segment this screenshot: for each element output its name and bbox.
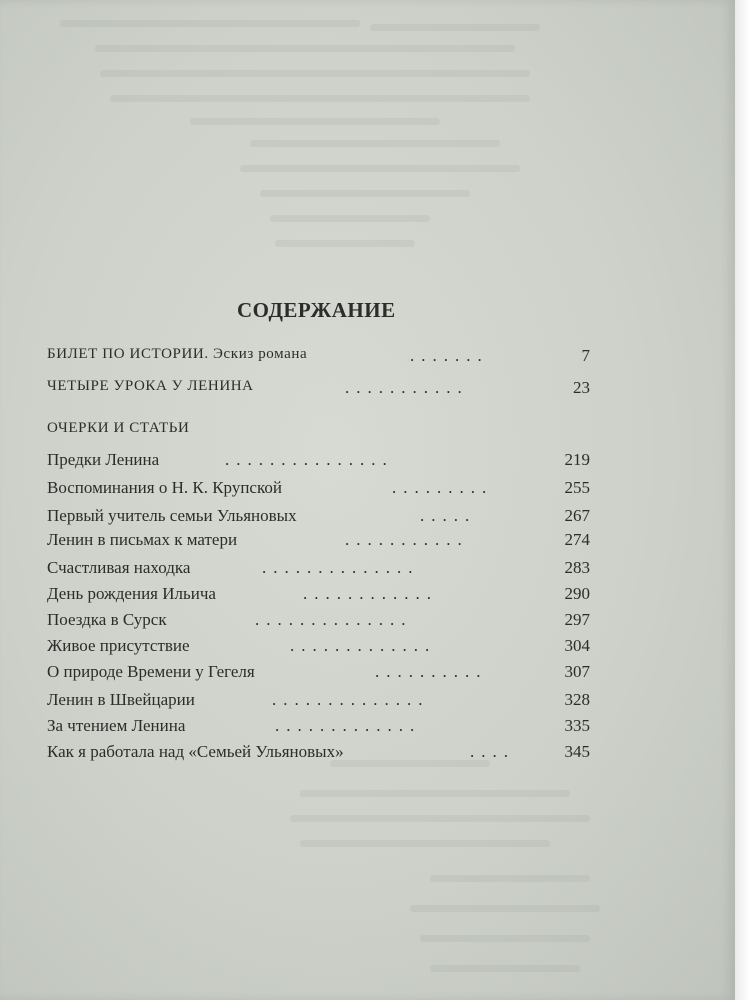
toc-entry-page: 255 bbox=[564, 478, 590, 497]
leader-dots: ......... bbox=[392, 478, 494, 497]
toc-entry bbox=[0, 378, 735, 402]
toc-entry-page: 304 bbox=[564, 636, 590, 655]
leader-dots: ..... bbox=[420, 506, 477, 525]
show-through-line bbox=[95, 45, 515, 52]
leader-dots: ........... bbox=[345, 530, 469, 549]
show-through-line bbox=[410, 905, 600, 912]
toc-entry-title: Ленин в письмах к матери bbox=[47, 530, 238, 549]
leader-dots: .... bbox=[470, 742, 515, 761]
toc-entry-page: 267 bbox=[564, 506, 590, 525]
toc-entry-page: 283 bbox=[564, 558, 590, 577]
show-through-line bbox=[190, 118, 440, 125]
toc-entry bbox=[0, 716, 735, 740]
show-through-line bbox=[250, 140, 500, 147]
toc-entry-page: 23 bbox=[573, 378, 590, 397]
toc-entry-title: Счастливая находка bbox=[47, 558, 191, 577]
show-through-line bbox=[270, 215, 430, 222]
show-through-line bbox=[60, 20, 360, 27]
toc-entry-page: 219 bbox=[564, 450, 590, 469]
toc-entry-title: Поездка в Сурск bbox=[47, 610, 167, 629]
toc-entry-page: 328 bbox=[564, 690, 590, 709]
toc-entry bbox=[0, 530, 735, 554]
toc-entry-title: День рождения Ильича bbox=[47, 584, 216, 603]
toc-entry bbox=[0, 690, 735, 714]
page-edge bbox=[735, 0, 750, 1000]
show-through-line bbox=[100, 70, 530, 77]
leader-dots: .............. bbox=[272, 690, 430, 709]
leader-dots: ............... bbox=[225, 450, 394, 469]
toc-entry bbox=[0, 558, 735, 582]
leader-dots: ............ bbox=[303, 584, 438, 603]
show-through-line bbox=[275, 240, 415, 247]
leader-dots: ....... bbox=[410, 346, 489, 365]
toc-entry-page: 274 bbox=[564, 530, 590, 549]
toc-entry-page: 307 bbox=[564, 662, 590, 681]
toc-entry-title: За чтением Ленина bbox=[47, 716, 186, 735]
toc-entry bbox=[0, 662, 735, 686]
show-through-line bbox=[430, 965, 580, 972]
show-through-line bbox=[110, 95, 530, 102]
toc-entry-title: Первый учитель семьи Ульяновых bbox=[47, 506, 297, 525]
leader-dots: ............. bbox=[275, 716, 422, 735]
toc-entry bbox=[0, 742, 735, 766]
toc-entry-title: ЧЕТЫРЕ УРОКА У ЛЕНИНА bbox=[47, 378, 254, 394]
toc-entry bbox=[0, 450, 735, 474]
show-through-line bbox=[370, 24, 540, 31]
toc-entry-title: ОЧЕРКИ И СТАТЬИ bbox=[47, 420, 190, 436]
toc-entry-page: 297 bbox=[564, 610, 590, 629]
toc-entry bbox=[0, 584, 735, 608]
toc-entry bbox=[0, 506, 735, 530]
toc-entry-page: 335 bbox=[564, 716, 590, 735]
toc-section-heading bbox=[0, 420, 735, 444]
show-through-line bbox=[260, 190, 470, 197]
toc-entry bbox=[0, 346, 735, 370]
show-through-line bbox=[430, 875, 590, 882]
toc-entry-title: Воспоминания о Н. К. Крупской bbox=[47, 478, 282, 497]
show-through-line bbox=[420, 935, 590, 942]
toc-entry-title: Живое присутствие bbox=[47, 636, 190, 655]
toc-entry-title: Как я работала над «Семьей Ульяновых» bbox=[47, 742, 344, 761]
toc-entry-page: 345 bbox=[564, 742, 590, 761]
toc-entry bbox=[0, 610, 735, 634]
toc-entry-title: БИЛЕТ ПО ИСТОРИИ. Эскиз романа bbox=[47, 346, 308, 362]
leader-dots: ........... bbox=[345, 378, 469, 397]
page-title: СОДЕРЖАНИЕ bbox=[237, 298, 396, 322]
toc-entry bbox=[0, 478, 735, 502]
toc-entry bbox=[0, 636, 735, 660]
leader-dots: .............. bbox=[262, 558, 420, 577]
leader-dots: .......... bbox=[375, 662, 488, 681]
toc-entry-page: 7 bbox=[581, 346, 590, 365]
leader-dots: .............. bbox=[255, 610, 413, 629]
leader-dots: ............. bbox=[290, 636, 437, 655]
toc-entry-title: О природе Времени у Гегеля bbox=[47, 662, 255, 681]
toc-entry-page: 290 bbox=[564, 584, 590, 603]
show-through-line bbox=[300, 790, 570, 797]
show-through-line bbox=[240, 165, 520, 172]
toc-entry-title: Предки Ленина bbox=[47, 450, 160, 469]
show-through-line bbox=[290, 815, 590, 822]
toc-entry-title: Ленин в Швейцарии bbox=[47, 690, 195, 709]
show-through-line bbox=[300, 840, 550, 847]
